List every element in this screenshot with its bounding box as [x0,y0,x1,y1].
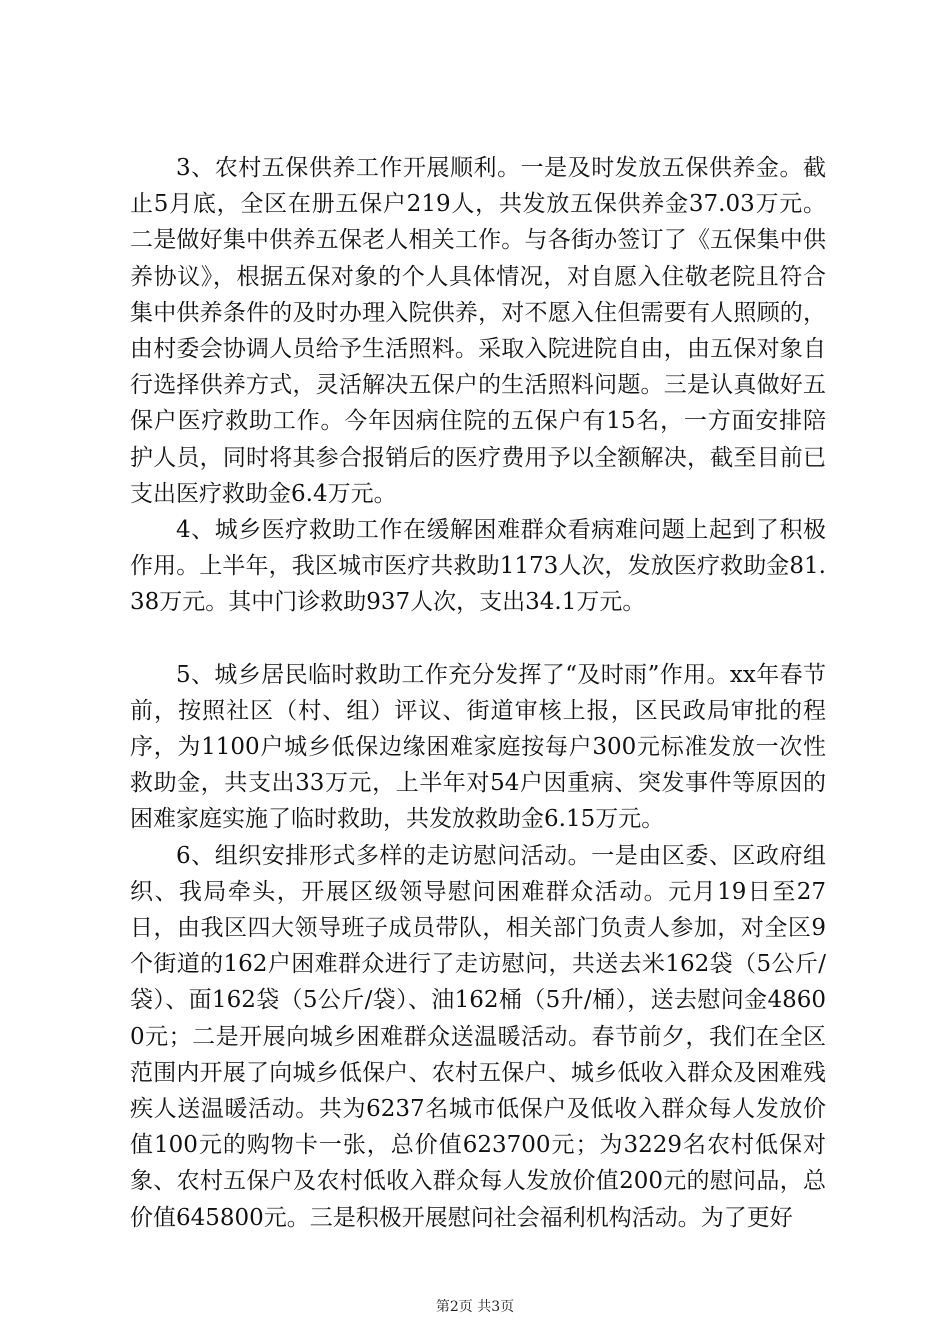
document-body [130,150,826,1236]
paragraph-temporary-assistance: 5、城乡居民临时救助工作充分发挥了“及时雨”作用。xx年春节前，按照社区（村、组）评议、街道审核上报，区民政局审批的程序，为1100户城乡低保边缘困难家庭按每户300元标准发放一次性救助金，共支出33万元，上半年对54户因重病、突发事件等原因的困难家庭实施了临时救助，共发放救助金6.15万元。 [130,661,826,833]
paragraph-spacer [130,621,826,657]
paragraph-rural-five-guarantees: 3、农村五保供养工作开展顺利。一是及时发放五保供养金。截止5月底，全区在册五保户219人，共发放五保供养金37.03万元。二是做好集中供养五保老人相关工作。与各街办签订了《五保集中供养协议》，根据五保对象的个人具体情况，对自愿入住敬老院且符合集中供养条件的及时办理入院供养，对不愿入住但需要有人照顾的，由村委会协调人员给予生活照料。采取入院进院自由，由五保对象自行选择供养方式，灵活解决五保户的生活照料问题。三是认真做好五保户医疗救助工作。今年因病住院的五保户有15名，一方面安排陪护人员，同时将其参合报销后的医疗费用予以全额解决，截至目前已支出医疗救助金6.4万元。 [130,155,826,507]
page-footer: 第2页 共3页 [435,1299,515,1315]
paragraph-medical-assistance: 4、城乡医疗救助工作在缓解困难群众看病难问题上起到了积极作用。上半年，我区城市医疗共救助1173人次，发放医疗救助金81.38万元。其中门诊救助937人次，支出34.1万元。 [130,517,826,616]
paragraph-visits-and-condolences: 6、组织安排形式多样的走访慰问活动。一是由区委、区政府组织、我局牵头，开展区级领导慰问困难群众活动。元月19日至27日，由我区四大领导班子成员带队，相关部门负责人参加，对全区9个街道的162户困难群众进行了走访慰问，共送去米162袋（5公斤/袋）、面162袋（5公斤/袋）、油162桶（5升/桶），送去慰问金48600元；二是开展向城乡困难群众送温暖活动。春节前夕，我们在全区范围内开展了向城乡低保户、农村五保户、城乡低收入群众及困难残疾人送温暖活动。共为6237名城市低保户及低收入群众每人发放价值100元的购物卡一张，总价值623700元；为3229名农村低保对象、农村五保户及农村低收入群众每人发放价值200元的慰问品，总价值645800元。三是积极开展慰问社会福利机构活动。为了更好 [130,842,826,1231]
